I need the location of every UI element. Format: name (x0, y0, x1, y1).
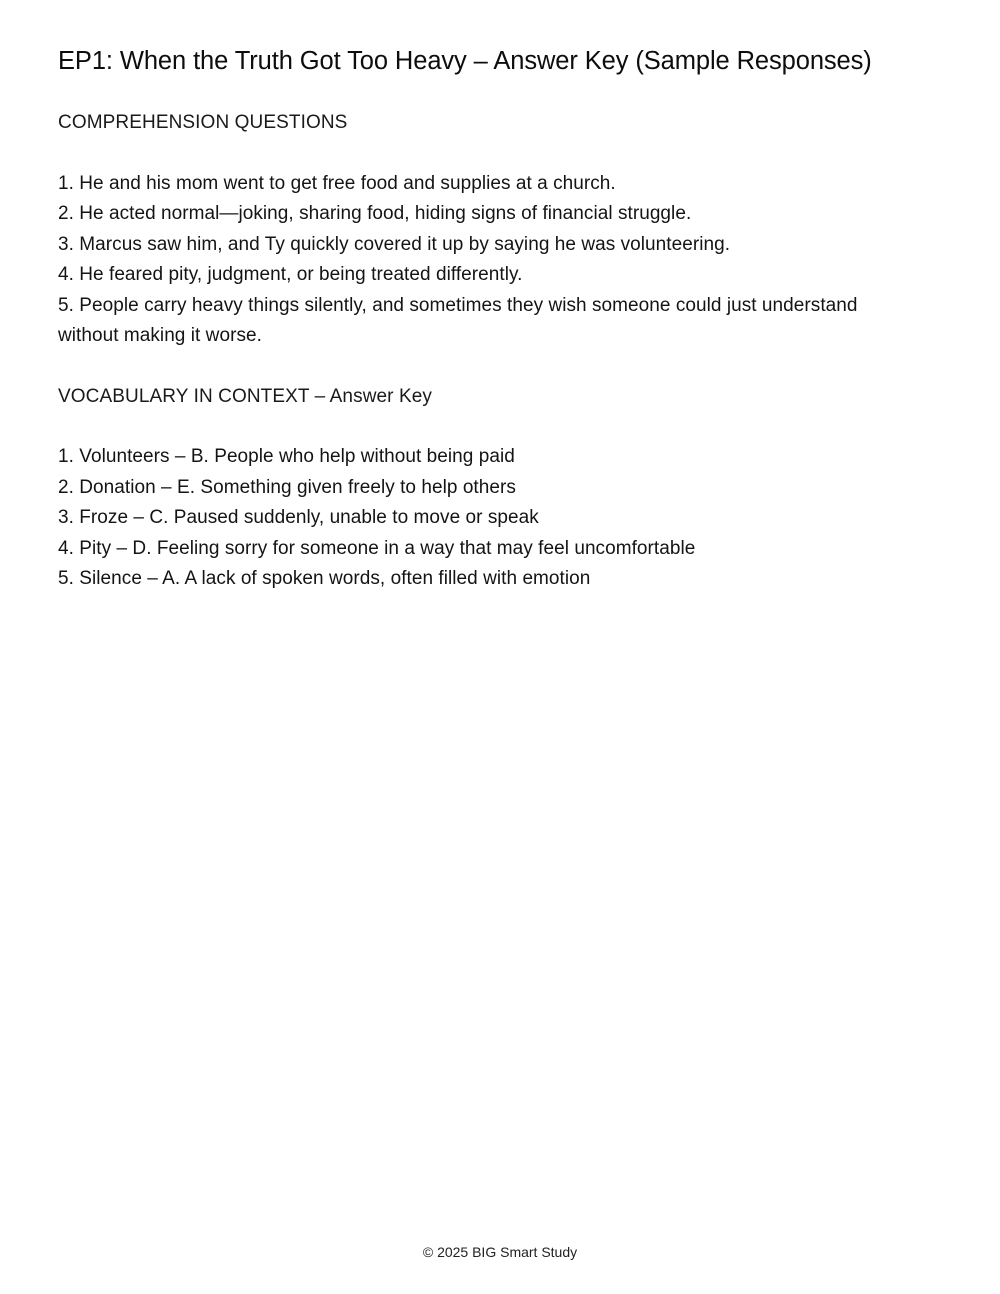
list-item: 4. He feared pity, judgment, or being treated differently. (58, 264, 523, 285)
list-item: 1. He and his mom went to get free food and supplies at a church. (58, 172, 616, 194)
answer-list-vocabulary (58, 442, 920, 595)
section-heading-vocabulary: VOCABULARY IN CONTEXT – Answer Key (58, 385, 433, 407)
section-vocabulary-in-context (58, 382, 920, 595)
list-item: 3. Marcus saw him, and Ty quickly covered it up by saying he was volunteering. (58, 233, 731, 255)
section-heading-comprehension: COMPREHENSION QUESTIONS (58, 112, 348, 133)
document-body (58, 44, 920, 595)
list-item: 5. People carry heavy things silently, and sometimes they wish someone could just understand without making it worse. (58, 294, 858, 346)
list-item: 2. He acted normal—joking, sharing food, hiding signs of financial struggle. (58, 203, 692, 224)
page-title: EP1: When the Truth Got Too Heavy – Answer Key (Sample Responses) (58, 47, 872, 75)
list-item: 1. Volunteers – B. People who help without being paid (58, 446, 515, 467)
list-item: 3. Froze – C. Paused suddenly, unable to move or speak (58, 507, 539, 528)
section-comprehension-questions (58, 108, 920, 352)
list-item: 5. Silence – A. A lack of spoken words, often filled with emotion (58, 568, 591, 589)
list-item: 4. Pity – D. Feeling sorry for someone in a way that may feel uncomfortable (58, 537, 696, 559)
footer-copyright: © 2025 BIG Smart Study (422, 1244, 578, 1260)
list-item: 2. Donation – E. Something given freely to help others (58, 476, 516, 498)
answer-list-comprehension (58, 169, 920, 352)
